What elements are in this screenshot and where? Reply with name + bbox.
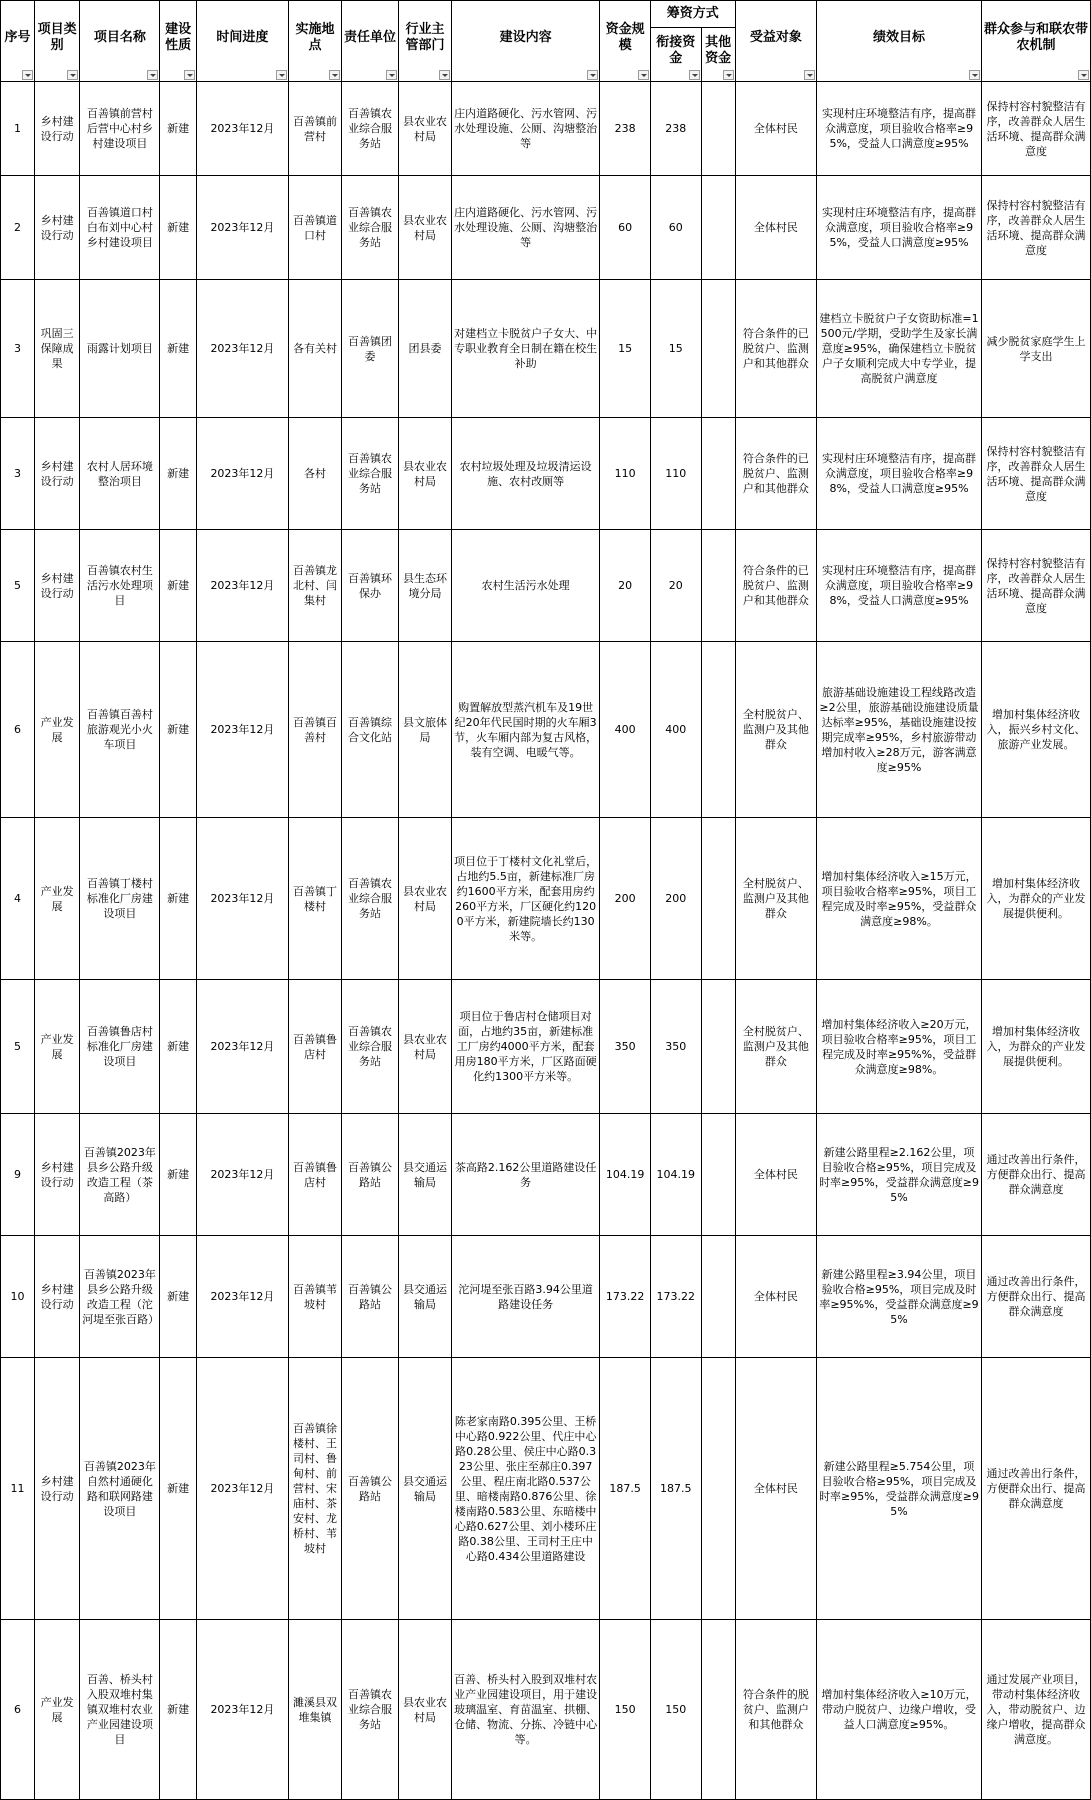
cell-location[interactable]: 百善镇百善村 [289,642,342,818]
cell-fund-linked[interactable]: 104.19 [650,1114,701,1236]
filter-dropdown-icon[interactable] [386,70,397,80]
cell-content[interactable]: 对建档立卡脱贫户子女大、中专职业教育全日制在籍在校生补助 [451,280,599,418]
cell-fund-linked[interactable]: 15 [650,280,701,418]
filter-dropdown-icon[interactable] [587,70,598,80]
cell-nature[interactable]: 新建 [160,1114,196,1236]
cell-beneficiary[interactable]: 全体村民 [735,1236,816,1358]
cell-dept[interactable]: 县农业农村局 [399,1620,452,1800]
cell-goal[interactable]: 增加村集体经济收入≥10万元，带动户脱贫户、边缘户增收，受益人口满意度≥95%。 [817,1620,982,1800]
cell-location[interactable]: 百善镇苇坡村 [289,1236,342,1358]
cell-dept[interactable]: 县农业农村局 [399,176,452,280]
cell-schedule[interactable]: 2023年12月 [196,1620,288,1800]
cell-fund-linked[interactable]: 400 [650,642,701,818]
cell-mechanism[interactable]: 通过改善出行条件，方便群众出行、提高群众满意度 [982,1114,1091,1236]
cell-beneficiary[interactable]: 全体村民 [735,1358,816,1620]
cell-unit[interactable]: 百善镇公路站 [341,1236,398,1358]
header-funding-group: 筹资方式 [650,1,735,28]
cell-fund-other[interactable] [701,82,735,176]
cell-unit[interactable]: 百善镇综合文化站 [341,642,398,818]
cell-seq[interactable]: 6 [1,1620,35,1800]
filter-dropdown-icon[interactable] [969,70,980,80]
cell-goal[interactable]: 实现村庄环境整洁有序，提高群众满意度，项目验收合格率≥98%，受益人口满意度≥95% [817,530,982,642]
cell-unit[interactable]: 百善镇农业综合服务站 [341,980,398,1114]
cell-schedule[interactable]: 2023年12月 [196,176,288,280]
cell-name[interactable]: 百善镇百善村旅游观光小火车项目 [80,642,160,818]
cell-dept[interactable]: 县农业农村局 [399,418,452,530]
cell-schedule[interactable]: 2023年12月 [196,82,288,176]
cell-beneficiary[interactable]: 全村脱贫户、监测户及其他群众 [735,642,816,818]
cell-name[interactable]: 百善镇道口村白布刘中心村乡村建设项目 [80,176,160,280]
header-fund-other[interactable]: 其他资金 [701,28,735,82]
cell-category[interactable]: 乡村建设行动 [35,418,80,530]
header-category[interactable]: 项目类别 [35,1,80,82]
cell-scale[interactable]: 150 [600,1620,651,1800]
cell-location[interactable]: 百善镇前营村 [289,82,342,176]
cell-category[interactable]: 乡村建设行动 [35,1114,80,1236]
cell-category[interactable]: 产业发展 [35,818,80,980]
header-schedule[interactable]: 时间进度 [196,1,288,82]
cell-content[interactable]: 庄内道路硬化、污水管网、污水处理设施、公厕、沟塘整治等 [451,176,599,280]
cell-scale[interactable]: 400 [600,642,651,818]
filter-dropdown-icon[interactable] [184,70,195,80]
cell-category[interactable]: 乡村建设行动 [35,176,80,280]
cell-dept[interactable]: 县生态环境分局 [399,530,452,642]
cell-unit[interactable]: 百善镇公路站 [341,1358,398,1620]
cell-mechanism[interactable]: 保持村容村貌整洁有序，改善群众人居生活环境、提高群众满意度 [982,82,1091,176]
cell-scale[interactable]: 173.22 [600,1236,651,1358]
header-content[interactable]: 建设内容 [451,1,599,82]
cell-content[interactable]: 项目位于丁楼村文化礼堂后，占地约5.5亩，新建标准厂房约1600平方米，配套用房约260平方米，厂区硬化约1200平方米，新建院墙长约130米等。 [451,818,599,980]
cell-category[interactable]: 乡村建设行动 [35,82,80,176]
table-row [1,1358,1091,1620]
cell-schedule[interactable]: 2023年12月 [196,1236,288,1358]
cell-seq[interactable]: 1 [1,82,35,176]
cell-fund-other[interactable] [701,176,735,280]
cell-goal[interactable]: 实现村庄环境整洁有序，提高群众满意度，项目验收合格率≥95%，受益人口满意度≥95% [817,82,982,176]
cell-unit[interactable]: 百善镇农业综合服务站 [341,176,398,280]
cell-unit[interactable]: 百善镇农业综合服务站 [341,818,398,980]
cell-category[interactable]: 产业发展 [35,642,80,818]
cell-dept[interactable]: 县交通运输局 [399,1236,452,1358]
filter-dropdown-icon[interactable] [439,70,450,80]
cell-seq[interactable]: 3 [1,280,35,418]
cell-location[interactable]: 百善镇鲁店村 [289,1114,342,1236]
cell-mechanism[interactable]: 保持村容村貌整洁有序，改善群众人居生活环境、提高群众满意度 [982,530,1091,642]
cell-fund-linked[interactable]: 173.22 [650,1236,701,1358]
cell-unit[interactable]: 百善镇团委 [341,280,398,418]
cell-name[interactable]: 百善镇农村生活污水处理项目 [80,530,160,642]
header-nature[interactable]: 建设性质 [160,1,196,82]
table-row [1,176,1091,280]
header-name[interactable]: 项目名称 [80,1,160,82]
cell-schedule[interactable]: 2023年12月 [196,1358,288,1620]
cell-location[interactable]: 百善镇徐楼村、王司村、鲁甸村、前营村、宋庙村、茶安村、龙桥村、苇坡村 [289,1358,342,1620]
cell-name[interactable]: 百善镇前营村后营中心村乡村建设项目 [80,82,160,176]
table-row [1,818,1091,980]
cell-mechanism[interactable]: 增加村集体经济收入，为群众的产业发展提供便利。 [982,818,1091,980]
cell-seq[interactable]: 5 [1,530,35,642]
cell-location[interactable]: 百善镇丁楼村 [289,818,342,980]
cell-category[interactable]: 乡村建设行动 [35,1358,80,1620]
cell-seq[interactable]: 2 [1,176,35,280]
cell-beneficiary[interactable]: 全体村民 [735,82,816,176]
cell-mechanism[interactable]: 减少脱贫家庭学生上学支出 [982,280,1091,418]
header-fund-linked[interactable]: 衔接资金 [650,28,701,82]
cell-goal[interactable]: 实现村庄环境整洁有序，提高群众满意度，项目验收合格率≥98%，受益人口满意度≥95% [817,418,982,530]
cell-content[interactable]: 陈老家南路0.395公里、王桥中心路0.922公里、代庄中心路0.28公里、侯庄中心路0.323公里、张庄至郝庄0.397公里、程庄南北路0.537公里、暗楼南路0.876公里、徐楼南路0.583公里、东暗楼中心路0.627公里、刘小楼环庄路0.38公里、王司村王庄中心路0.434公里道路建设 [451,1358,599,1620]
cell-seq[interactable]: 11 [1,1358,35,1620]
cell-schedule[interactable]: 2023年12月 [196,280,288,418]
cell-location[interactable]: 各有关村 [289,280,342,418]
cell-content[interactable]: 庄内道路硬化、污水管网、污水处理设施、公厕、沟塘整治等 [451,82,599,176]
cell-category[interactable]: 乡村建设行动 [35,530,80,642]
header-scale[interactable]: 资金规模 [600,1,651,82]
filter-dropdown-icon[interactable] [67,70,78,80]
cell-seq[interactable]: 4 [1,818,35,980]
cell-name[interactable]: 农村人居环境整治项目 [80,418,160,530]
cell-nature[interactable]: 新建 [160,176,196,280]
cell-seq[interactable]: 6 [1,642,35,818]
filter-dropdown-icon[interactable] [638,70,649,80]
cell-name[interactable]: 百善镇丁楼村标准化厂房建设项目 [80,818,160,980]
header-mechanism[interactable]: 群众参与和联农带农机制 [982,1,1091,82]
cell-nature[interactable]: 新建 [160,280,196,418]
cell-fund-other[interactable] [701,980,735,1114]
table-row [1,1236,1091,1358]
cell-fund-other[interactable] [701,280,735,418]
cell-fund-linked[interactable]: 60 [650,176,701,280]
cell-seq[interactable]: 10 [1,1236,35,1358]
header-goal[interactable]: 绩效目标 [817,1,982,82]
cell-location[interactable]: 濉溪县双堆集镇 [289,1620,342,1800]
cell-fund-other[interactable] [701,1236,735,1358]
cell-mechanism[interactable]: 增加村集体经济收入，为群众的产业发展提供便利。 [982,980,1091,1114]
cell-dept[interactable]: 县交通运输局 [399,1114,452,1236]
cell-content[interactable]: 沱河堤至张百路3.94公里道路建设任务 [451,1236,599,1358]
cell-mechanism[interactable]: 通过改善出行条件，方便群众出行、提高群众满意度 [982,1358,1091,1620]
cell-unit[interactable]: 百善镇农业综合服务站 [341,1620,398,1800]
cell-name[interactable]: 百善镇鲁店村标准化厂房建设项目 [80,980,160,1114]
cell-scale[interactable]: 238 [600,82,651,176]
cell-seq[interactable]: 5 [1,980,35,1114]
cell-unit[interactable]: 百善镇环保办 [341,530,398,642]
cell-schedule[interactable]: 2023年12月 [196,418,288,530]
cell-name[interactable]: 百善镇2023年县乡公路升级改造工程（茶高路） [80,1114,160,1236]
filter-dropdown-icon[interactable] [723,70,734,80]
table-row [1,642,1091,818]
cell-location[interactable]: 各村 [289,418,342,530]
cell-dept[interactable]: 县农业农村局 [399,818,452,980]
cell-nature[interactable]: 新建 [160,1236,196,1358]
table-body [1,82,1091,1800]
table-row [1,1114,1091,1236]
cell-content[interactable]: 购置解放型蒸汽机车及19世纪20年代民国时期的火车厢3节，火车厢内部为复古风格，装有空调、电暖气等。 [451,642,599,818]
cell-scale[interactable]: 187.5 [600,1358,651,1620]
cell-seq[interactable]: 3 [1,418,35,530]
cell-fund-linked[interactable]: 200 [650,818,701,980]
cell-schedule[interactable]: 2023年12月 [196,642,288,818]
cell-mechanism[interactable]: 保持村容村貌整洁有序，改善群众人居生活环境、提高群众满意度 [982,418,1091,530]
cell-goal[interactable]: 增加村集体经济收入≥20万元，项目验收合格率≥95%，项目工程完成及时率≥95%%，受益群众满意度≥98%。 [817,980,982,1114]
cell-schedule[interactable]: 2023年12月 [196,818,288,980]
header-beneficiary[interactable]: 受益对象 [735,1,816,82]
cell-beneficiary[interactable]: 全体村民 [735,176,816,280]
filter-dropdown-icon[interactable] [329,70,340,80]
cell-nature[interactable]: 新建 [160,642,196,818]
cell-name[interactable]: 雨露计划项目 [80,280,160,418]
cell-nature[interactable]: 新建 [160,980,196,1114]
cell-beneficiary[interactable]: 符合条件的已脱贫户、监测户和其他群众 [735,418,816,530]
header-location[interactable]: 实施地点 [289,1,342,82]
filter-dropdown-icon[interactable] [804,70,815,80]
cell-content[interactable]: 农村垃圾处理及垃圾清运设施、农村改厕等 [451,418,599,530]
cell-beneficiary[interactable]: 符合条件的已脱贫户、监测户和其他群众 [735,280,816,418]
cell-content[interactable]: 农村生活污水处理 [451,530,599,642]
cell-fund-linked[interactable]: 238 [650,82,701,176]
cell-content[interactable]: 项目位于鲁店村仓储项目对面，占地约35亩，新建标准工厂房约4000平方米，配套用房180平方米，厂区路面硬化约1300平方米等。 [451,980,599,1114]
cell-content[interactable]: 百善、桥头村入股到双堆村农业产业园建设项目，用于建设玻璃温室、育苗温室、拱棚、仓储、物流、分拣、冷链中心等。 [451,1620,599,1800]
filter-dropdown-icon[interactable] [1078,70,1089,80]
table-header [1,1,1091,82]
filter-dropdown-icon[interactable] [276,70,287,80]
cell-beneficiary[interactable]: 全体村民 [735,1114,816,1236]
cell-dept[interactable]: 县交通运输局 [399,1358,452,1620]
cell-nature[interactable]: 新建 [160,1358,196,1620]
cell-fund-linked[interactable]: 350 [650,980,701,1114]
cell-fund-other[interactable] [701,418,735,530]
table-row [1,1620,1091,1800]
cell-name[interactable]: 百善镇2023年县乡公路升级改造工程（沱河堤至张百路） [80,1236,160,1358]
cell-goal[interactable]: 建档立卡脱贫户子女资助标准=1500元/学期，受助学生及家长满意度≥95%，确保建档立卡脱贫户子女顺利完成大中专学业，提高脱贫户满意度 [817,280,982,418]
cell-fund-linked[interactable]: 150 [650,1620,701,1800]
cell-nature[interactable]: 新建 [160,1620,196,1800]
header-unit[interactable]: 责任单位 [341,1,398,82]
cell-unit[interactable]: 百善镇公路站 [341,1114,398,1236]
cell-beneficiary[interactable]: 符合条件的已脱贫户、监测户和其他群众 [735,530,816,642]
cell-nature[interactable]: 新建 [160,818,196,980]
cell-name[interactable]: 百善、桥头村入股双堆村集镇双堆村农业产业园建设项目 [80,1620,160,1800]
cell-scale[interactable]: 60 [600,176,651,280]
cell-scale[interactable]: 110 [600,418,651,530]
cell-beneficiary[interactable]: 符合条件的脱贫户、监测户和其他群众 [735,1620,816,1800]
table-row [1,418,1091,530]
cell-dept[interactable]: 县农业农村局 [399,980,452,1114]
cell-nature[interactable]: 新建 [160,418,196,530]
cell-beneficiary[interactable]: 全村脱贫户、监测户及其他群众 [735,980,816,1114]
cell-fund-linked[interactable]: 187.5 [650,1358,701,1620]
cell-content[interactable]: 茶高路2.162公里道路建设任务 [451,1114,599,1236]
filter-dropdown-icon[interactable] [147,70,158,80]
cell-fund-other[interactable] [701,1114,735,1236]
table-row [1,280,1091,418]
cell-fund-other[interactable] [701,1358,735,1620]
table-row [1,530,1091,642]
filter-dropdown-icon[interactable] [689,70,700,80]
cell-fund-linked[interactable]: 20 [650,530,701,642]
cell-goal[interactable]: 增加村集体经济收入≥15万元，项目验收合格率≥95%，项目工程完成及时率≥95%，受益群众满意度≥98%。 [817,818,982,980]
cell-unit[interactable]: 百善镇农业综合服务站 [341,418,398,530]
cell-fund-linked[interactable]: 110 [650,418,701,530]
cell-dept[interactable]: 县文旅体局 [399,642,452,818]
cell-fund-other[interactable] [701,1620,735,1800]
cell-scale[interactable]: 104.19 [600,1114,651,1236]
cell-goal[interactable]: 实现村庄环境整洁有序，提高群众满意度，项目验收合格率≥95%，受益人口满意度≥95% [817,176,982,280]
cell-beneficiary[interactable]: 全村脱贫户、监测户及其他群众 [735,818,816,980]
cell-location[interactable]: 百善镇道口村 [289,176,342,280]
cell-dept[interactable]: 团县委 [399,280,452,418]
cell-scale[interactable]: 350 [600,980,651,1114]
cell-location[interactable]: 百善镇鲁店村 [289,980,342,1114]
header-dept[interactable]: 行业主管部门 [399,1,452,82]
cell-fund-other[interactable] [701,818,735,980]
cell-scale[interactable]: 200 [600,818,651,980]
cell-goal[interactable]: 旅游基础设施建设工程线路改造≥2公里，旅游基础设施建设质量达标率≥95%，基础设施建设按期完成率≥95%，乡村旅游带动增加村收入≥28万元，游客满意度≥95% [817,642,982,818]
table-row [1,82,1091,176]
cell-name[interactable]: 百善镇2023年自然村通硬化路和联网路建设项目 [80,1358,160,1620]
table-row [1,980,1091,1114]
cell-mechanism[interactable]: 通过改善出行条件，方便群众出行、提高群众满意度 [982,1236,1091,1358]
cell-goal[interactable]: 新建公路里程≥3.94公里，项目验收合格≥95%，项目完成及时率≥95%%，受益群众满意度≥95% [817,1236,982,1358]
cell-schedule[interactable]: 2023年12月 [196,1114,288,1236]
header-seq[interactable]: 序号 [1,1,35,82]
cell-fund-other[interactable] [701,530,735,642]
filter-dropdown-icon[interactable] [22,70,33,80]
cell-nature[interactable]: 新建 [160,82,196,176]
cell-nature[interactable]: 新建 [160,530,196,642]
cell-category[interactable]: 产业发展 [35,1620,80,1800]
cell-goal[interactable]: 新建公路里程≥2.162公里，项目验收合格≥95%，项目完成及时率≥95%，受益群众满意度≥95% [817,1114,982,1236]
cell-category[interactable]: 巩固三保障成果 [35,280,80,418]
cell-schedule[interactable]: 2023年12月 [196,980,288,1114]
cell-seq[interactable]: 9 [1,1114,35,1236]
cell-dept[interactable]: 县农业农村局 [399,82,452,176]
cell-mechanism[interactable]: 保持村容村貌整洁有序，改善群众人居生活环境、提高群众满意度 [982,176,1091,280]
cell-goal[interactable]: 新建公路里程≥5.754公里，项目验收合格≥95%，项目完成及时率≥95%，受益群众满意度≥95% [817,1358,982,1620]
cell-schedule[interactable]: 2023年12月 [196,530,288,642]
cell-fund-other[interactable] [701,642,735,818]
cell-category[interactable]: 产业发展 [35,980,80,1114]
cell-scale[interactable]: 15 [600,280,651,418]
cell-mechanism[interactable]: 增加村集体经济收入，振兴乡村文化、旅游产业发展。 [982,642,1091,818]
cell-scale[interactable]: 20 [600,530,651,642]
cell-mechanism[interactable]: 通过发展产业项目，带动村集体经济收入，带动脱贫户、边缘户增收，提高群众满意度。 [982,1620,1091,1800]
cell-unit[interactable]: 百善镇农业综合服务站 [341,82,398,176]
cell-category[interactable]: 乡村建设行动 [35,1236,80,1358]
cell-location[interactable]: 百善镇龙北村、闫集村 [289,530,342,642]
